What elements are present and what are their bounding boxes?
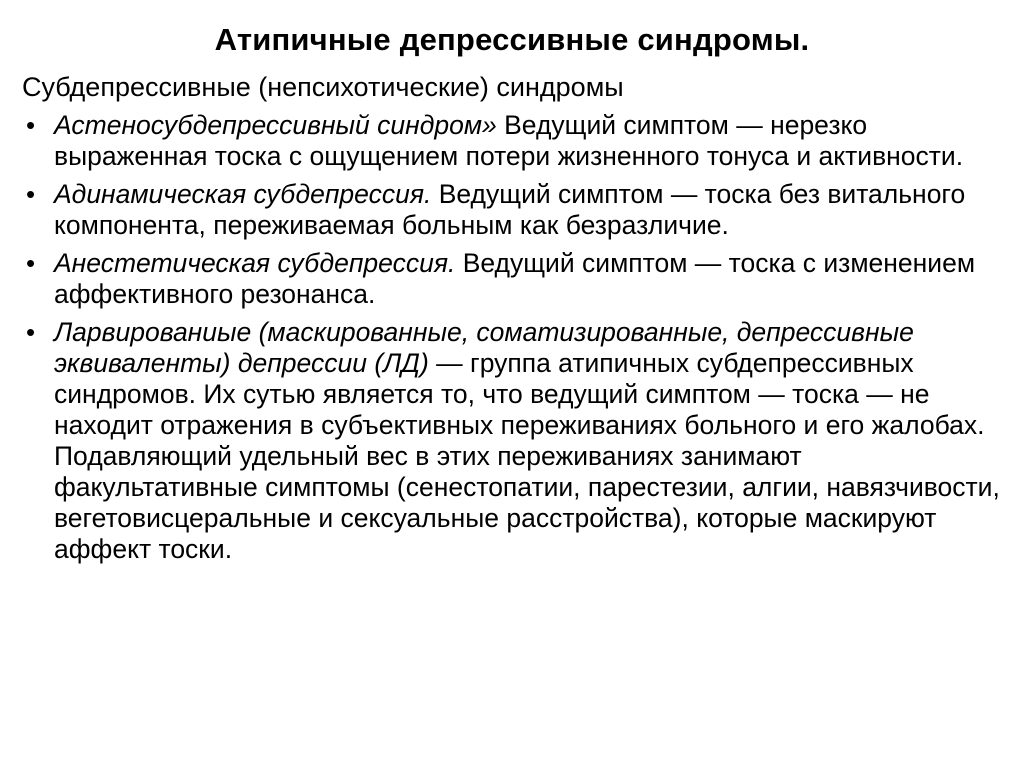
bullet-marker: • — [26, 316, 36, 347]
list-item-rest: Ведущий симптом — тоска без витального компонента, переживаемая больным как безразличие. — [54, 178, 966, 240]
list-item-text — [54, 110, 1006, 172]
page-title: Атипичные депрессивные синдромы. — [214, 22, 810, 57]
list-item-lead: Адинамическая субдепрессия. — [54, 178, 432, 209]
list-item-rest: Ведущий симптом — тоска с изменением аффективного резонанса. — [54, 247, 976, 309]
list-item — [18, 179, 1006, 241]
list-item — [18, 317, 1006, 565]
intro-paragraph: Субдепрессивные (непсихотические) синдромы — [22, 71, 624, 102]
list-item-lead: Анестетическая субдепрессия. — [54, 247, 456, 278]
list-item-rest: Ведущий симптом — нерезко выраженная тоска с ощущением потери жизненного тонуса и активности. — [54, 109, 964, 171]
list-item-text — [54, 317, 1006, 565]
bullet-marker: • — [26, 109, 36, 140]
list-item-lead: Астеносубдепрессивный синдром» — [54, 109, 497, 140]
bullet-marker: • — [26, 178, 36, 209]
bullet-list — [18, 110, 1006, 565]
list-item — [18, 248, 1006, 310]
list-item-text — [54, 248, 1006, 310]
list-item-rest: — группа атипичных субдепрессивных синдромов. Их сутью является то, что ведущий симптом — тоска — не находит отражения в субъективных переживаниях больного и его жалобах. Подавляющий удельный вес в этих переживаниях занимают факультативные симптомы (сенестопатии, парестезии, алгии, навязчивости, вегетовисцеральные и сексуальные расстройства), которые маскируют аффект тоски. — [54, 347, 1000, 564]
list-item — [18, 110, 1006, 172]
list-item-text — [54, 179, 1006, 241]
list-item-lead: Ларвированиые (маскированные, соматизированные, депрессивные эквиваленты) депрессии (ЛД) — [54, 316, 914, 378]
bullet-marker: • — [26, 247, 36, 278]
